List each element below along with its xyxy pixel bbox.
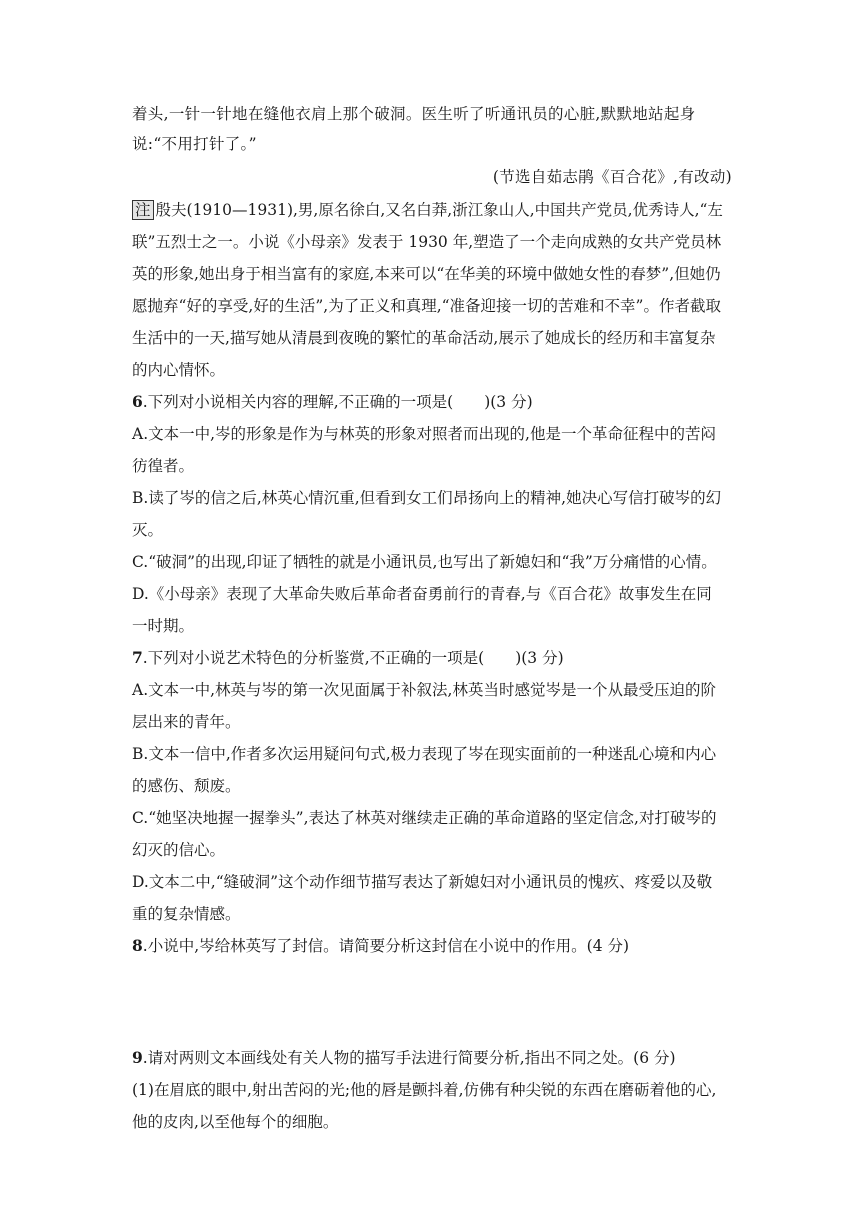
passage-line: 说:“不用打针了。”: [132, 135, 257, 153]
note-tag: 注: [132, 200, 154, 220]
q6-option-line: 一时期。: [132, 617, 195, 635]
question-number: 7: [132, 648, 143, 667]
q6-option-line: 灭。: [132, 521, 164, 539]
note-line: 愿抛弃“好的享受,好的生活”,为了正义和真理,“准备迎接一切的苦难和不幸”。作者截取: [132, 297, 721, 315]
passage-line: 着头,一针一针地在缝他衣肩上那个破洞。医生听了听通讯员的心脏,默默地站起身: [132, 105, 696, 123]
q6-option-line: 彷徨者。: [132, 457, 195, 475]
q7-option-line: 层出来的青年。: [132, 713, 241, 731]
q6-option-line: D.《小母亲》表现了大革命失败后革命者奋勇前行的青春,与《百合花》故事发生在同: [132, 585, 712, 603]
q7-option-line: 重的复杂情感。: [132, 905, 241, 923]
note-line: 殷夫(1910—1931),男,原名徐白,又名白莽,浙江象山人,中国共产党员,优秀诗人,“左: [155, 201, 723, 219]
q9-excerpt-line: 他的皮肉,以至他每个的细胞。: [132, 1113, 339, 1131]
question-number: 6: [132, 392, 143, 411]
q7-option-line: 的感伤、颓废。: [132, 777, 241, 795]
q7-option-line: A.文本一中,林英与岑的第一次见面属于补叙法,林英当时感觉岑是一个从最受压迫的阶: [132, 681, 716, 699]
q6-option-line: B.读了岑的信之后,林英心情沉重,但看到女工们昂扬向上的精神,她决心写信打破岑的幻: [132, 489, 722, 507]
q7-option-line: B.文本一信中,作者多次运用疑问句式,极力表现了岑在现实面前的一种迷乱心境和内心: [132, 745, 717, 763]
q7-option-line: D.文本二中,“缝破洞”这个动作细节描写表达了新媳妇对小通讯员的愧疚、疼爱以及敬: [132, 873, 713, 891]
question-text: .下列对小说艺术特色的分析鉴赏,不正确的一项是( )(3 分): [142, 649, 564, 667]
question-9-stem: [132, 1048, 732, 1068]
note-line: 联”五烈士之一。小说《小母亲》发表于 1930 年,塑造了一个走向成熟的女共产党员林: [132, 233, 722, 251]
question-6-stem: [132, 392, 732, 412]
note-line: 英的形象,她出身于相当富有的家庭,本来可以“在华美的环境中做她女性的春梦”,但她仍: [132, 265, 721, 283]
question-8-stem: [132, 936, 732, 956]
question-number: 9: [132, 1048, 143, 1067]
q6-option-line: A.文本一中,岑的形象是作为与林英的形象对照者而出现的,他是一个革命征程中的苦闷: [132, 425, 716, 443]
q6-option-line: C.“破洞”的出现,印证了牺牲的就是小通讯员,也写出了新媳妇和“我”万分痛惜的心情。: [132, 553, 717, 571]
note-line: 生活中的一天,描写她从清晨到夜晚的繁忙的革命活动,展示了她成长的经历和丰富复杂: [132, 329, 716, 347]
question-text: .下列对小说相关内容的理解,不正确的一项是( )(3 分): [142, 393, 533, 411]
question-number: 8: [132, 936, 143, 955]
question-text: .请对两则文本画线处有关人物的描写手法进行简要分析,指出不同之处。(6 分): [142, 1049, 676, 1067]
note-first-line: [132, 200, 732, 220]
q7-option-line: C.“她坚决地握一握拳头”,表达了林英对继续走正确的革命道路的坚定信念,对打破岑的: [132, 809, 717, 827]
question-7-stem: [132, 648, 732, 668]
q9-excerpt-line: (1)在眉底的眼中,射出苦闷的光;他的唇是颤抖着,仿佛有种尖锐的东西在磨砺着他的心,: [132, 1081, 717, 1099]
note-line: 的内心情怀。: [132, 361, 226, 379]
q7-option-line: 幻灭的信心。: [132, 841, 226, 859]
passage-source: (节选自茹志鹃《百合花》,有改动): [492, 168, 732, 186]
question-text: .小说中,岑给林英写了封信。请简要分析这封信在小说中的作用。(4 分): [142, 937, 630, 955]
